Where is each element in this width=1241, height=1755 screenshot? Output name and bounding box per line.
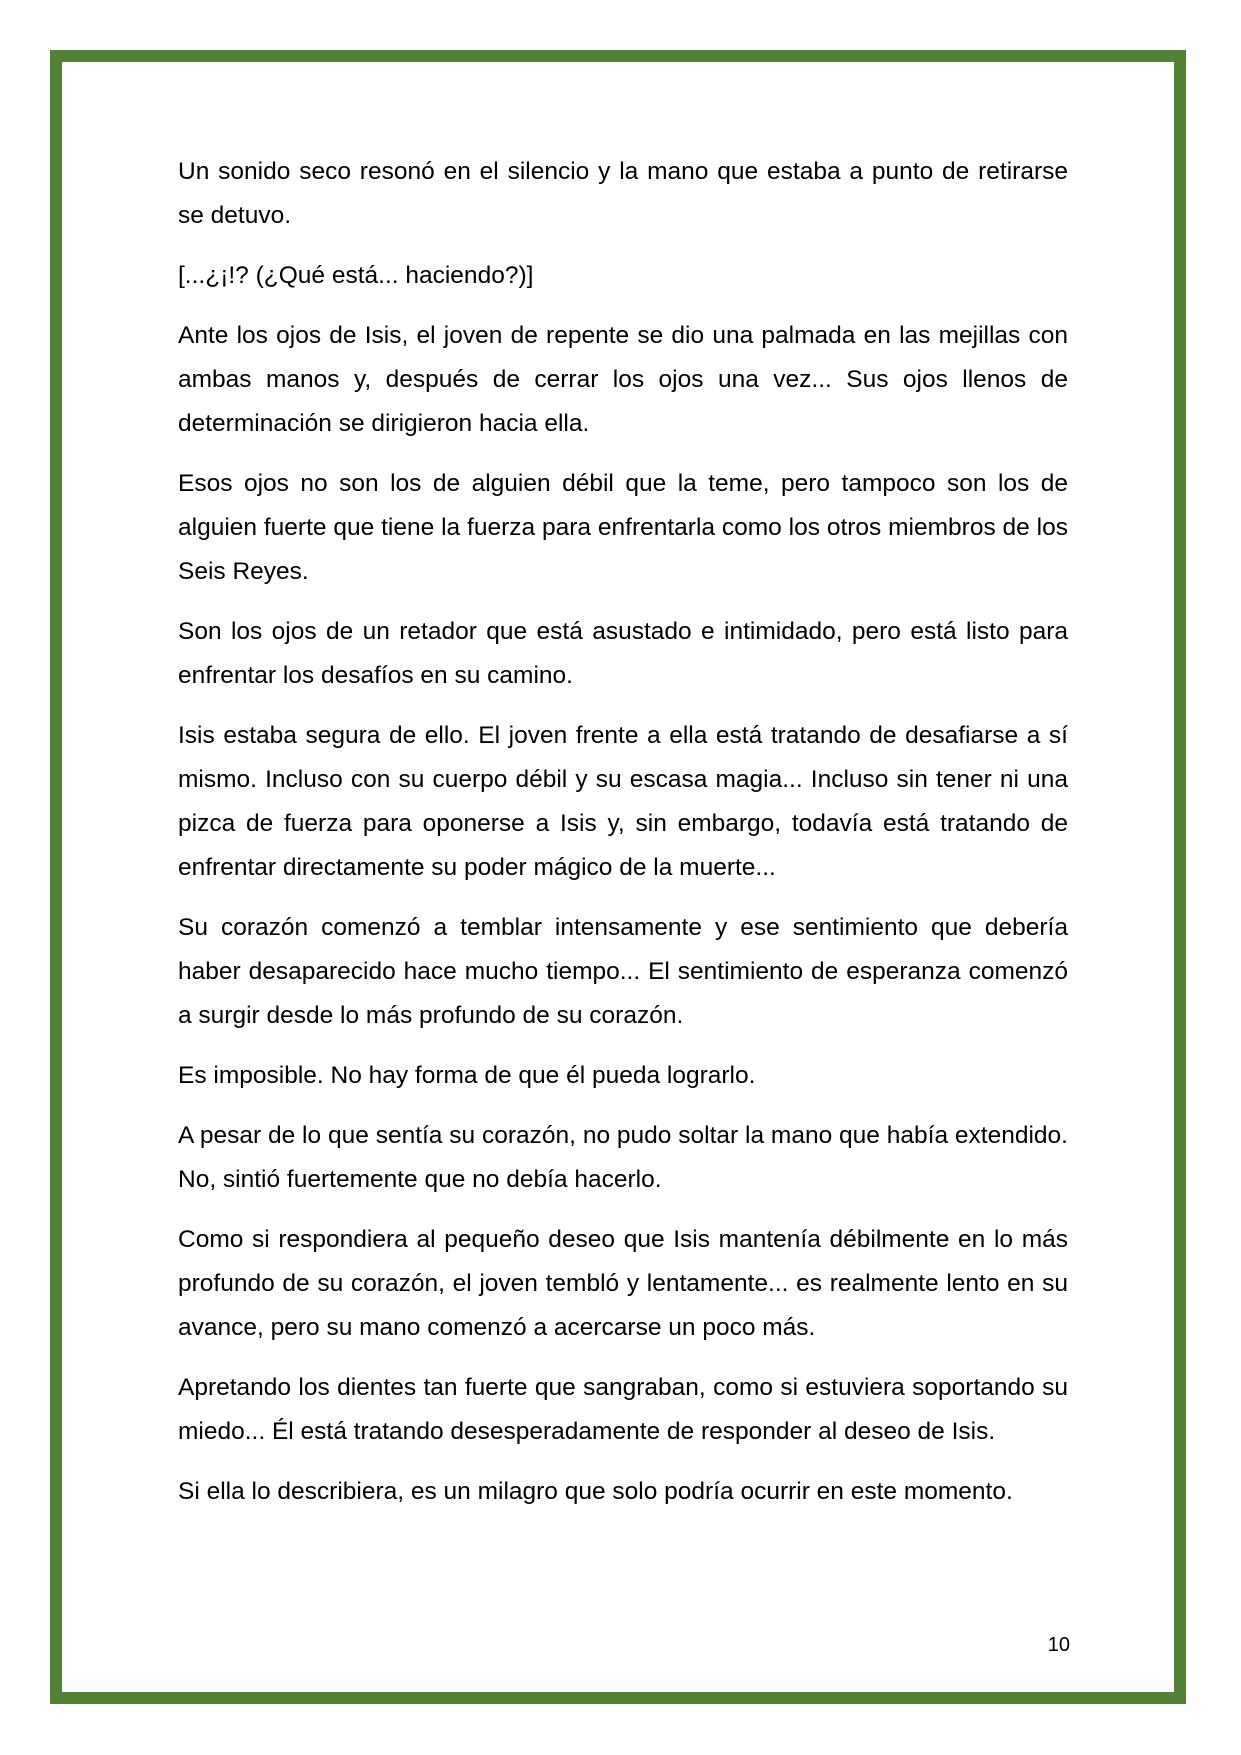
paragraph-3: Ante los ojos de Isis, el joven de repente se dio una palmada en las mejillas con ambas manos y, después de cerrar los ojos una vez... Sus ojos llenos de determinación se dirigieron hacia ella. — [178, 322, 1068, 437]
paragraph-7: Su corazón comenzó a temblar intensamente y ese sentimiento que debería haber desaparecido hace mucho tiempo... El sentimiento de esperanza comenzó a surgir desde lo más profundo de su corazón. — [178, 914, 1068, 1029]
paragraph-2: [...¿¡!? (¿Qué está... haciendo?)] — [178, 262, 534, 289]
paragraph-6: Isis estaba segura de ello. El joven frente a ella está tratando de desafiarse a sí mismo. Incluso con su cuerpo débil y su escasa magia... Incluso sin tener ni una pizca de fuerza para oponerse a Isis y, sin embargo, todavía está tratando de enfrentar directamente su poder mágico de la muerte... — [178, 722, 1068, 881]
body-text — [178, 150, 1068, 1530]
paragraph-8: Es imposible. No hay forma de que él pueda lograrlo. — [178, 1062, 756, 1089]
page-number: 10 — [1047, 1634, 1070, 1656]
paragraph-11: Apretando los dientes tan fuerte que sangraban, como si estuviera soportando su miedo... Él está tratando desesperadamente de responder al deseo de Isis. — [178, 1374, 1068, 1445]
paragraph-5: Son los ojos de un retador que está asustado e intimidado, pero está listo para enfrentar los desafíos en su camino. — [178, 618, 1068, 689]
paragraph-4: Esos ojos no son los de alguien débil que la teme, pero tampoco son los de alguien fuerte que tiene la fuerza para enfrentarla como los otros miembros de los Seis Reyes. — [178, 470, 1068, 585]
paragraph-9: A pesar de lo que sentía su corazón, no pudo soltar la mano que había extendido. No, sintió fuertemente que no debía hacerlo. — [178, 1122, 1068, 1193]
paragraph-10: Como si respondiera al pequeño deseo que Isis mantenía débilmente en lo más profundo de su corazón, el joven tembló y lentamente... es realmente lento en su avance, pero su mano comenzó a acercarse un poco más. — [178, 1226, 1068, 1341]
paragraph-1: Un sonido seco resonó en el silencio y la mano que estaba a punto de retirarse se detuvo. — [178, 158, 1068, 229]
paragraph-12: Si ella lo describiera, es un milagro que solo podría ocurrir en este momento. — [178, 1478, 1013, 1505]
